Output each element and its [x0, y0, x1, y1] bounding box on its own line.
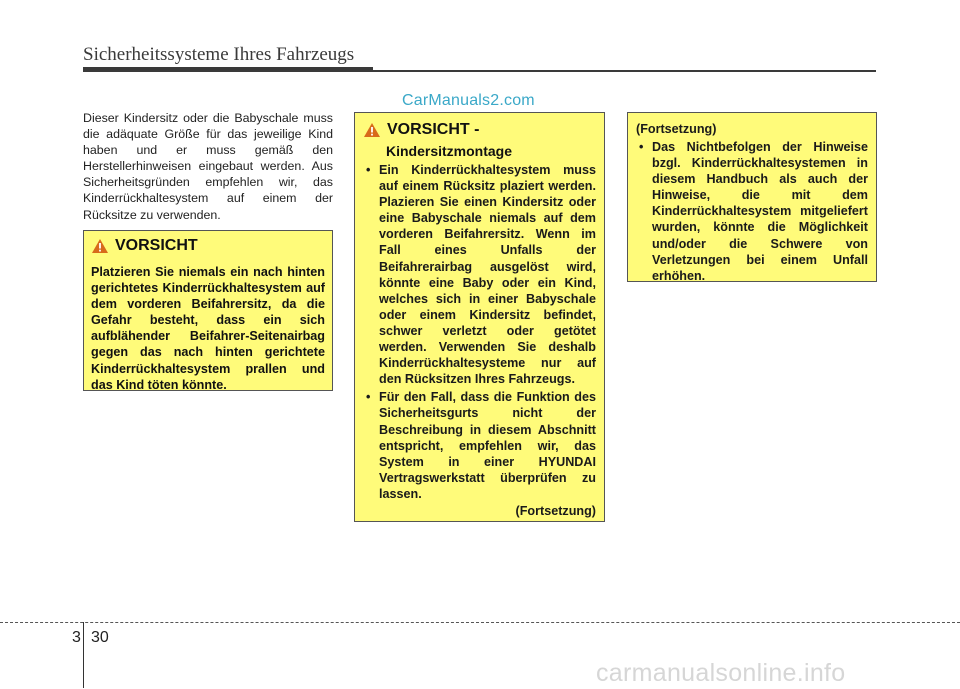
header-rule [373, 70, 876, 72]
warning-bullet-list [636, 139, 868, 284]
warning-triangle-icon [363, 122, 381, 143]
footer-watermark[interactable]: carmanualsonline.info [596, 659, 846, 687]
header-bar [83, 67, 373, 72]
chapter-number: 3 [72, 629, 81, 646]
warning-triangle-icon [91, 238, 109, 259]
continued-label: (Fortsetzung) [636, 122, 717, 136]
warning-title: VORSICHT - [387, 121, 480, 138]
warning-box-front-seat [83, 230, 333, 391]
intro-paragraph: Dieser Kindersitz oder die Babyschale muss die adäquate Größe für das jeweilige Kind haben und er muss gemäß den Herstellerhinweisen eingebaut werden. Aus Sicherheitsgründen empfehlen wir, das Kinderrückhaltesystem auf einem der Rücksitze zu verwenden. [83, 111, 333, 222]
list-item: • Ein Kinderrückhaltesystem muss auf einem Rücksitz plaziert werden. Plazieren Sie einen Kindersitz oder eine Babyschale niemals auf dem vorderen Beifahrersitz. Wenn im Fall eines Unfalls der Beifahrerairbag ausgelöst wird, könnte eine Baby oder ein Kind, welches sich in einer Babyschale oder einem Kindersitz befindet, schwer verletzt oder getötet werden. Verwenden Sie deshalb Kinderrückhaltesysteme nur auf den Rücksitzen Ihres Fahrzeugs. [363, 162, 596, 387]
top-watermark[interactable]: CarManuals2.com [402, 92, 535, 109]
header-title: Sicherheitssysteme Ihres Fahrzeugs [83, 44, 355, 65]
list-item: • Für den Fall, dass die Funktion des Sicherheitsgurts nicht der Beschreibung in diesem Abschnitt entspricht, empfehlen wir, das System in einer HYUNDAI Vertragswerkstatt überprüfen zu lassen. [363, 389, 596, 502]
page-number: 30 [91, 629, 109, 646]
warning-body: Platzieren Sie niemals ein nach hinten gerichtetes Kinderrückhaltesystem auf dem vorderen Beifahrersitz, da die Gefahr besteht, dass ein sich aufblähender Beifahrer-Seitenairbag gegen das nach hinten gerichtete Kinderrückhaltesystem prallen und das Kind töten könnte. [91, 265, 325, 392]
continued-note: (Fortsetzung) [515, 503, 596, 518]
warning-subtitle: Kindersitzmontage [386, 143, 513, 159]
warning-box-continued [627, 112, 877, 282]
warning-bullet-list [363, 162, 596, 502]
footer-vertical-rule [83, 622, 84, 688]
list-item: • Das Nichtbefolgen der Hinweise bzgl. Kinderrückhaltesystemen in diesem Handbuch als auch der Hinweise, die mit dem Kinderrückhaltesystem mitgeliefert wurden, könnte die Möglichkeit und/oder die Schwere von Verletzungen bei einem Unfall erhöhen. [636, 139, 868, 284]
warning-box-child-seat-mounting [354, 112, 605, 522]
footer-divider [0, 622, 960, 623]
warning-title: VORSICHT [115, 237, 198, 254]
